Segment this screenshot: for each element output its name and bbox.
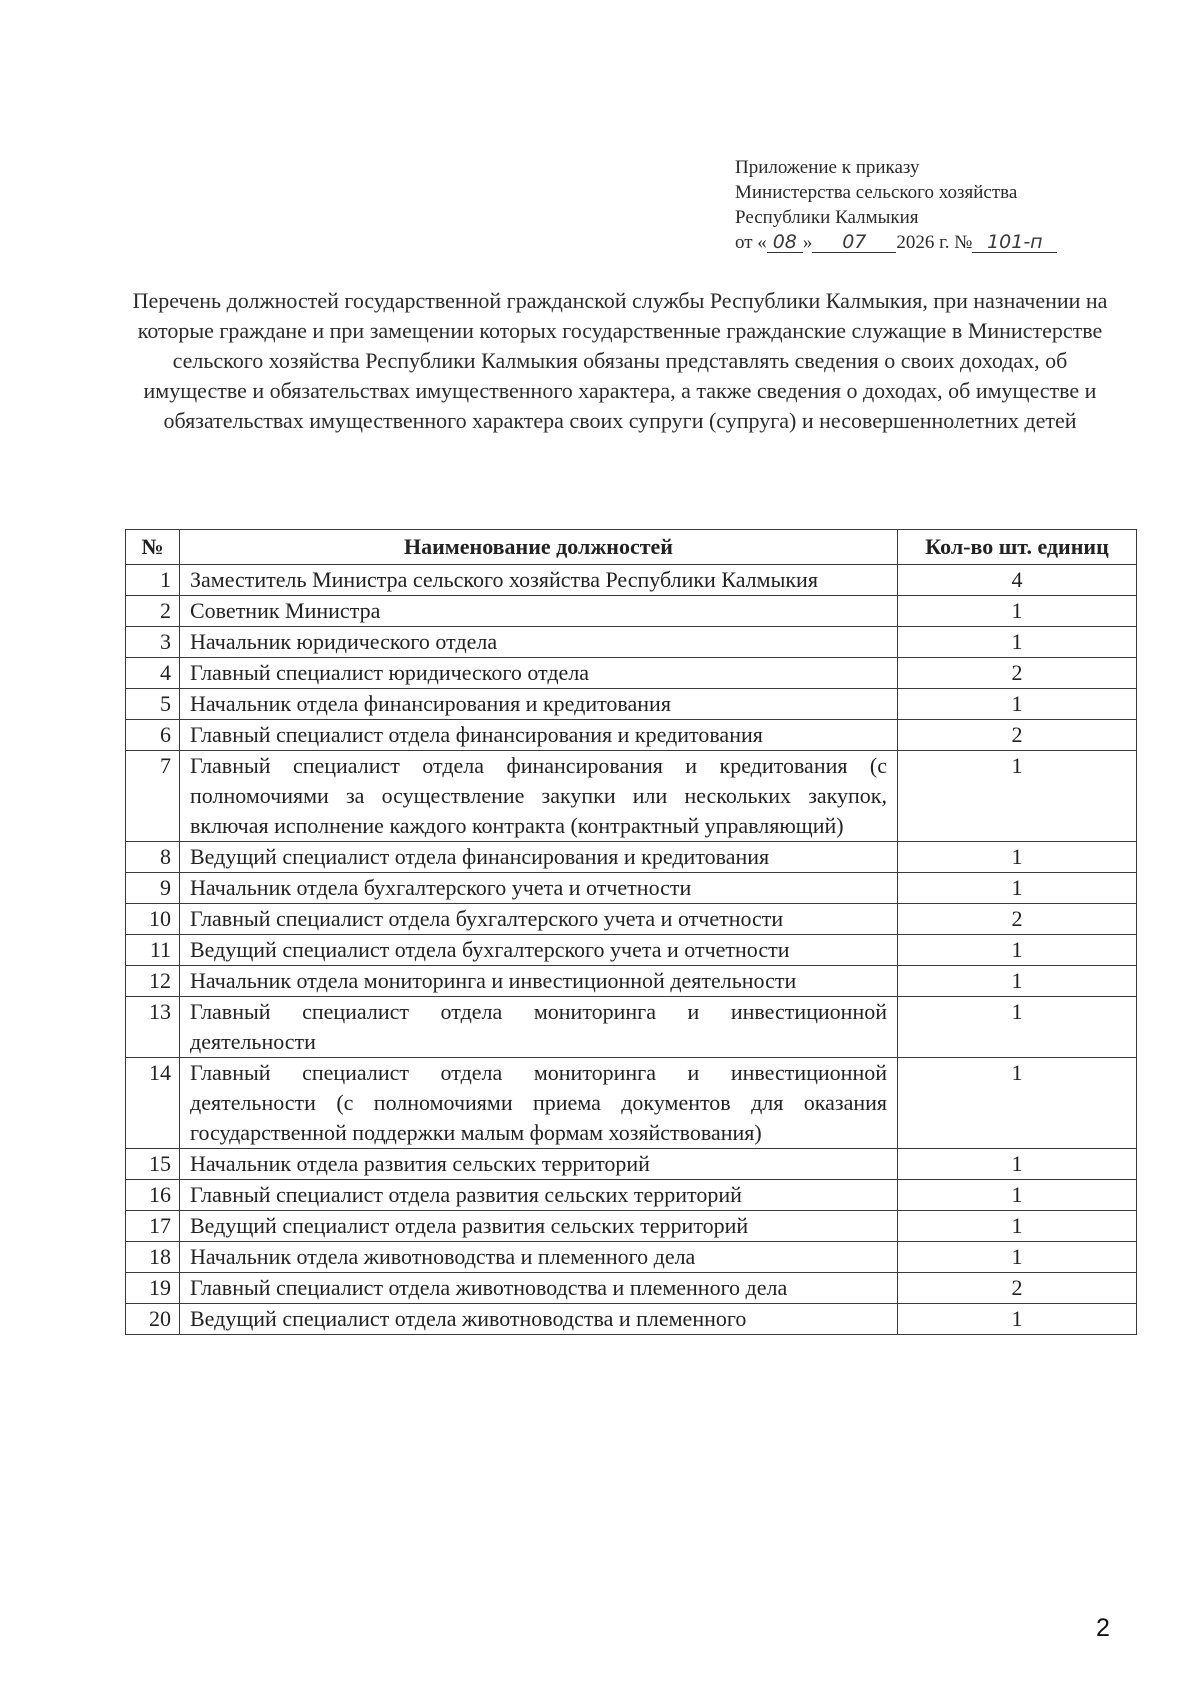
position-quantity: 1	[898, 1180, 1137, 1211]
row-number: 9	[126, 873, 180, 904]
position-name: Главный специалист отдела финансирования и кредитования (с полномочиями за осуществление закупки или нескольких закупок, включая исполнение каждого контракта (контрактный управляющий)	[180, 751, 898, 842]
table-row	[126, 627, 1137, 658]
position-quantity: 1	[898, 873, 1137, 904]
position-name: Начальник отдела мониторинга и инвестиционной деятельности	[180, 966, 898, 997]
table-row	[126, 1180, 1137, 1211]
position-name: Начальник юридического отдела	[180, 627, 898, 658]
position-name: Главный специалист отдела развития сельских территорий	[180, 1180, 898, 1211]
table-row	[126, 751, 1137, 842]
position-name: Начальник отдела животноводства и племенного дела	[180, 1242, 898, 1273]
position-quantity: 1	[898, 842, 1137, 873]
date-day-handwritten: 08	[767, 232, 803, 253]
position-quantity: 2	[898, 1273, 1137, 1304]
position-name: Советник Министра	[180, 596, 898, 627]
approval-date-line	[735, 230, 1095, 255]
row-number: 8	[126, 842, 180, 873]
position-name: Начальник отдела развития сельских территорий	[180, 1149, 898, 1180]
date-month-handwritten: 07	[812, 232, 896, 253]
header-num: №	[126, 530, 180, 565]
table-row	[126, 997, 1137, 1058]
row-number: 19	[126, 1273, 180, 1304]
row-number: 15	[126, 1149, 180, 1180]
row-number: 14	[126, 1058, 180, 1149]
position-quantity: 2	[898, 904, 1137, 935]
position-name: Начальник отдела финансирования и кредитования	[180, 689, 898, 720]
table-row	[126, 1304, 1137, 1335]
position-quantity: 1	[898, 1149, 1137, 1180]
table-row	[126, 904, 1137, 935]
row-number: 18	[126, 1242, 180, 1273]
position-quantity: 1	[898, 1211, 1137, 1242]
position-name: Главный специалист отдела бухгалтерского учета и отчетности	[180, 904, 898, 935]
table-row	[126, 873, 1137, 904]
table-row	[126, 1273, 1137, 1304]
position-name: Главный специалист отдела мониторинга и инвестиционной деятельности	[180, 997, 898, 1058]
position-name: Главный специалист юридического отдела	[180, 658, 898, 689]
position-quantity: 1	[898, 1304, 1137, 1335]
positions-table	[125, 529, 1137, 1335]
position-name: Ведущий специалист отдела животноводства и племенного	[180, 1304, 898, 1335]
row-number: 13	[126, 997, 180, 1058]
position-quantity: 1	[898, 1242, 1137, 1273]
date-mid: »	[802, 232, 813, 253]
header-name: Наименование должностей	[180, 530, 898, 565]
position-name: Заместитель Министра сельского хозяйства Республики Калмыкия	[180, 565, 898, 596]
table-row	[126, 1242, 1137, 1273]
table-row	[126, 689, 1137, 720]
table-header-row	[126, 530, 1137, 565]
row-number: 7	[126, 751, 180, 842]
position-quantity: 1	[898, 596, 1137, 627]
table-row	[126, 1211, 1137, 1242]
row-number: 2	[126, 596, 180, 627]
order-number-handwritten: 101-п	[972, 232, 1057, 253]
table-body	[126, 565, 1137, 1335]
position-name: Главный специалист отдела финансирования и кредитования	[180, 720, 898, 751]
row-number: 12	[126, 966, 180, 997]
position-name: Главный специалист отдела мониторинга и инвестиционной деятельности (с полномочиями приема документов для оказания государственной поддержки малым формам хозяйствования)	[180, 1058, 898, 1149]
row-number: 3	[126, 627, 180, 658]
position-name: Главный специалист отдела животноводства и племенного дела	[180, 1273, 898, 1304]
date-year: 2026 г. №	[896, 232, 973, 253]
table-row	[126, 658, 1137, 689]
position-name: Ведущий специалист отдела бухгалтерского учета и отчетности	[180, 935, 898, 966]
position-quantity: 1	[898, 966, 1137, 997]
position-quantity: 1	[898, 935, 1137, 966]
table-row	[126, 1058, 1137, 1149]
position-quantity: 2	[898, 658, 1137, 689]
table-row	[126, 966, 1137, 997]
table-row	[126, 935, 1137, 966]
approval-stamp	[735, 155, 1095, 255]
row-number: 10	[126, 904, 180, 935]
row-number: 17	[126, 1211, 180, 1242]
table-row	[126, 596, 1137, 627]
row-number: 6	[126, 720, 180, 751]
position-name: Ведущий специалист отдела развития сельских территорий	[180, 1211, 898, 1242]
table-row	[126, 565, 1137, 596]
row-number: 16	[126, 1180, 180, 1211]
position-name: Начальник отдела бухгалтерского учета и отчетности	[180, 873, 898, 904]
position-quantity: 2	[898, 720, 1137, 751]
position-quantity: 1	[898, 997, 1137, 1058]
position-quantity: 1	[898, 627, 1137, 658]
position-quantity: 4	[898, 565, 1137, 596]
row-number: 1	[126, 565, 180, 596]
table-row	[126, 1149, 1137, 1180]
header-qty: Кол-во шт. единиц	[898, 530, 1137, 565]
approval-line-3: Республики Калмыкия	[735, 207, 919, 228]
table-row	[126, 720, 1137, 751]
table-row	[126, 842, 1137, 873]
row-number: 20	[126, 1304, 180, 1335]
position-quantity: 1	[898, 751, 1137, 842]
page-number: 2	[1096, 1614, 1110, 1642]
approval-line-2: Министерства сельского хозяйства	[735, 182, 1018, 203]
position-quantity: 1	[898, 689, 1137, 720]
approval-line-1: Приложение к приказу	[735, 157, 920, 178]
document-title: Перечень должностей государственной гражданской службы Республики Калмыкия, при назначении на которые граждане и при замещении которых государственные гражданские служащие в Министерстве сельского хозяйства Республики Калмыкия обязаны представлять сведения о своих доходах, об имуществе и обязательствах имущественного характера, а также сведения о доходах, об имуществе и обязательствах имущественного характера своих супруги (супруга) и несовершеннолетних детей	[132, 288, 1108, 433]
position-quantity: 1	[898, 1058, 1137, 1149]
row-number: 5	[126, 689, 180, 720]
row-number: 4	[126, 658, 180, 689]
date-prefix: от «	[735, 232, 767, 253]
position-name: Ведущий специалист отдела финансирования и кредитования	[180, 842, 898, 873]
row-number: 11	[126, 935, 180, 966]
